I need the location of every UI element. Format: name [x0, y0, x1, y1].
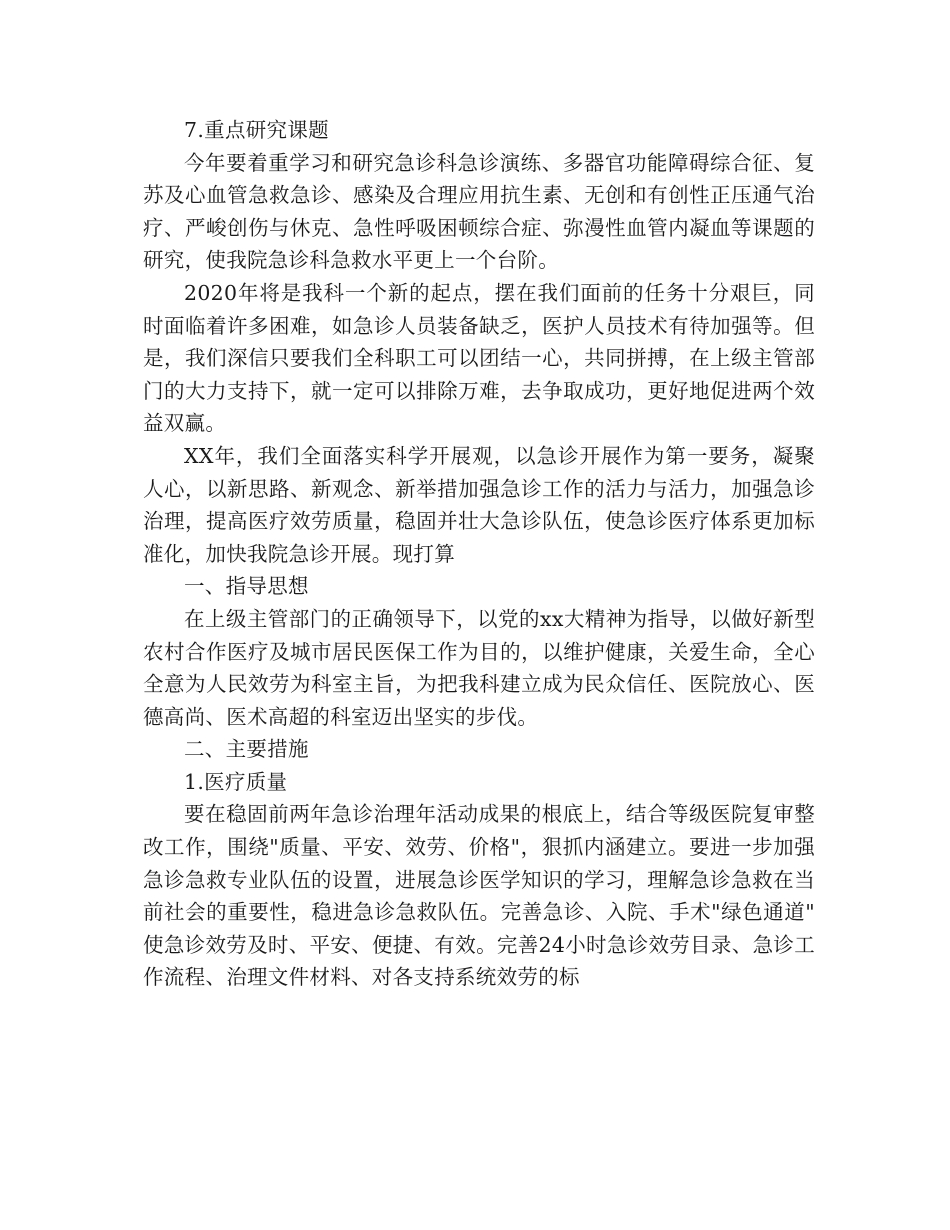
paragraph-medical-quality: 要在稳固前两年急诊治理年活动成果的根底上，结合等级医院复审整改工作，围绕"质量、平安、效劳、价格"，狠抓内涵建立。要进一步加强急诊急救专业队伍的设置，进展急诊医学知识的学习，理解急诊急救在当前社会的重要性，稳进急诊急救队伍。完善急诊、入院、手术"绿色通道"使急诊效劳及时、平安、便捷、有效。完善24小时急诊效劳目录、急诊工作流程、治理文件材料、对各支持系统效劳的标	[143, 802, 815, 990]
section-heading-medical-quality: 1.医疗质量	[184, 769, 288, 794]
paragraph-2020-outlook: 2020年将是我科一个新的起点，摆在我们面前的任务十分艰巨，同时面临着许多困难，如急诊人员装备缺乏，医护人员技术有待加强等。但是，我们深信只要我们全科职工可以团结一心，共同拼搏，在上级主管部门的大力支持下，就一定可以排除万难，去争取成功，更好地促进两个效益双赢。	[143, 280, 815, 436]
paragraph-guiding-ideology: 在上级主管部门的正确领导下，以党的xx大精神为指导，以做好新型农村合作医疗及城市居民医保工作为目的，以维护健康，关爱生命，全心全意为人民效劳为科室主旨，为把我科建立成为民众信任、医院放心、医德高尚、医术高超的科室迈出坚实的步伐。	[143, 606, 815, 729]
paragraph-xx-year-plan: XX年，我们全面落实科学开展观，以急诊开展作为第一要务，凝聚人心，以新思路、新观念、新举措加强急诊工作的活力与活力，加强急诊治理，提高医疗效劳质量，稳固并壮大急诊队伍，使急诊医疗体系更加标准化，加快我院急诊开展。现打算	[143, 443, 815, 566]
document-body	[143, 114, 815, 994]
section-heading-research-topics: 7.重点研究课题	[184, 118, 329, 142]
section-heading-guiding-ideology: 一、指导思想	[184, 574, 309, 599]
section-heading-main-measures: 二、主要措施	[184, 737, 309, 762]
paragraph-research-topics: 今年要着重学习和研究急诊科急诊演练、多器官功能障碍综合征、复苏及心血管急救急诊、感染及合理应用抗生素、无创和有创性正压通气治疗、严峻创伤与休克、急性呼吸困顿综合症、弥漫性血管内凝血等课题的研究，使我院急诊科急救水平更上一个台阶。	[143, 150, 815, 273]
